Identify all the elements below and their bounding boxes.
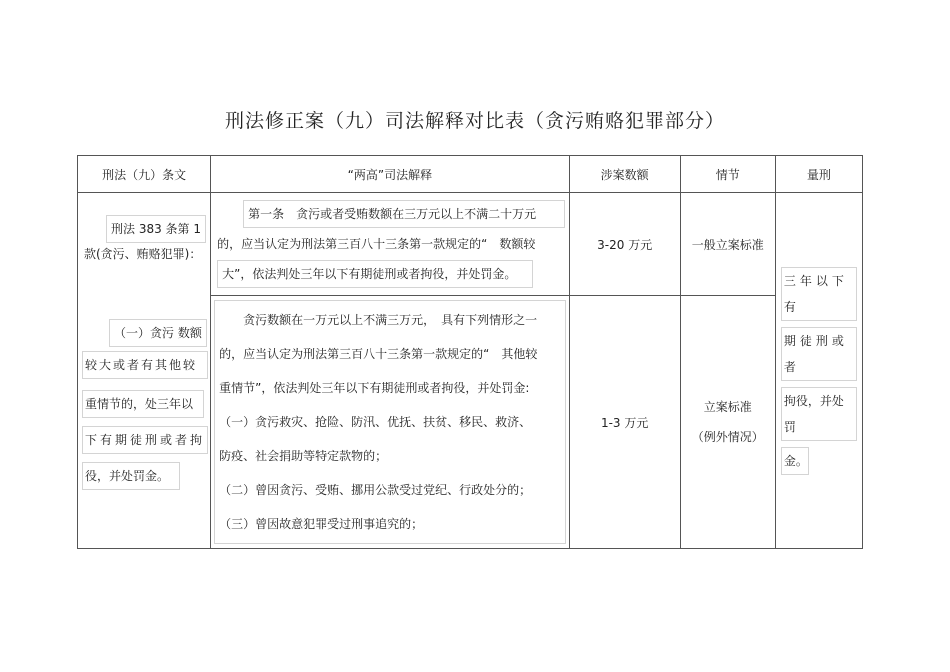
penalty-line: 三年以下有 xyxy=(781,267,857,321)
circumstance-cell-1: 一般立案标准 xyxy=(680,193,775,296)
statute-para-line: 较大或者有其他较 xyxy=(82,351,208,379)
header-amount: 涉案数额 xyxy=(569,156,680,193)
statute-cell xyxy=(78,193,211,549)
header-penalty: 量刑 xyxy=(775,156,862,193)
interpretation-line: （二）曾因贪污、受贿、挪用公款受过党纪、行政处分的； xyxy=(219,483,532,497)
circumstance-line: （例外情况） xyxy=(691,430,764,444)
interpretation-line: 的，应当认定为刑法第三百八十三条第一款规定的“ 数额较 xyxy=(217,237,536,251)
penalty-line: 期徒刑或者 xyxy=(781,327,857,381)
interpretation-line: （三）曾因故意犯罪受过刑事追究的； xyxy=(219,517,424,531)
statute-para-line: 重情节的，处三年以 xyxy=(82,390,204,418)
amount-cell-1: 3-20 万元 xyxy=(569,193,680,296)
interpretation-cell-2 xyxy=(211,296,569,549)
penalty-cell xyxy=(775,193,862,549)
table-header-row xyxy=(78,156,863,193)
interpretation-line: 贪污数额在一万元以上不满三万元， 具有下列情形之一 xyxy=(243,313,538,327)
statute-ref-line1: 刑法 383 条第 1 xyxy=(106,215,206,243)
header-interpretation: “两高”司法解释 xyxy=(211,156,569,193)
interpretation-cell-1 xyxy=(211,193,569,296)
statute-para-line: （一）贪污 数额 xyxy=(109,319,207,347)
interpretation-line: 防疫、社会捐助等特定款物的； xyxy=(219,449,388,463)
amount-cell-2: 1-3 万元 xyxy=(569,296,680,549)
statute-para-line: 下有期徒刑或者拘 xyxy=(82,426,208,454)
interpretation-line: （一）贪污救灾、抢险、防汛、优抚、扶贫、移民、救济、 xyxy=(219,415,532,429)
penalty-line: 拘役，并处罚 xyxy=(781,387,857,441)
interpretation-line: 重情节”，依法判处三年以下有期徒刑或者拘役，并处罚金: xyxy=(219,381,530,395)
header-circumstance: 情节 xyxy=(680,156,775,193)
circumstance-cell-2 xyxy=(680,296,775,549)
interpretation-line: 大”，依法判处三年以下有期徒刑或者拘役，并处罚金。 xyxy=(217,260,532,288)
interpretation-line: 第一条 贪污或者受贿数额在三万元以上不满二十万元 xyxy=(243,200,564,228)
statute-para-line: 役，并处罚金。 xyxy=(82,462,180,490)
table-row xyxy=(78,193,863,296)
statute-ref-line2: 款(贪污、贿赂犯罪)： xyxy=(84,247,202,261)
circumstance-line: 立案标准 xyxy=(703,400,752,414)
page-title: 刑法修正案（九）司法解释对比表（贪污贿赂犯罪部分） xyxy=(224,110,725,132)
interpretation-line: 的，应当认定为刑法第三百八十三条第一款规定的“ 其他较 xyxy=(219,347,538,361)
penalty-line: 金。 xyxy=(781,447,809,475)
comparison-table xyxy=(77,155,863,549)
header-statute: 刑法（九）条文 xyxy=(78,156,211,193)
